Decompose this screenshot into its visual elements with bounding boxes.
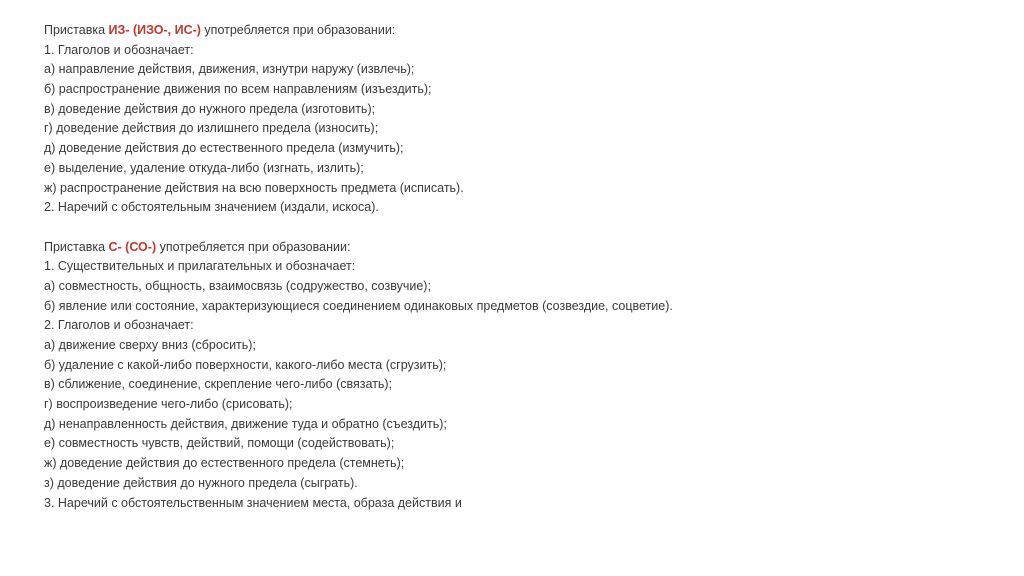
section2-line: ж) доведение действия до естественного предела (стемнеть); [44, 456, 405, 471]
section2-heading [44, 238, 1004, 258]
section2-line: в) сближение, соединение, скрепление чего-либо (связать); [44, 377, 393, 392]
section1-line: 2. Наречий с обстоятельным значением (издали, искоса). [44, 200, 379, 215]
section1-line: а) направление действия, движения, изнутри наружу (извлечь); [44, 62, 415, 77]
section2-line: б) удаление с какой-либо поверхности, какого-либо места (сгрузить); [44, 357, 447, 372]
section2-line: д) ненаправленность действия, движение туда и обратно (съездить); [44, 416, 447, 431]
section1-line: б) распространение движения по всем направлениям (изъездить); [44, 82, 432, 97]
section1-line: г) доведение действия до излишнего предела (износить); [44, 121, 379, 136]
section-spacer [44, 218, 1004, 238]
section2-prefix: С- (СО-) [108, 239, 157, 254]
section1-intro-before: Приставка [44, 23, 109, 37]
section1-heading [44, 21, 1004, 41]
section2-line: е) совместность чувств, действий, помощи (содействовать); [44, 436, 395, 451]
section1-line: е) выделение, удаление откуда-либо (изгнать, излить); [44, 160, 364, 175]
section2-line: 2. Глаголов и обозначает: [44, 318, 194, 333]
section2-line: а) движение сверху вниз (сбросить); [44, 338, 256, 352]
document-body [44, 21, 1004, 513]
section2-line: з) доведение действия до нужного предела (сыграть). [44, 475, 358, 490]
section2-intro-before: Приставка [44, 239, 109, 254]
section2-line: 3. Наречий с обстоятельственным значением места, образа действия и [44, 495, 462, 510]
section1-line: ж) распространение действия на всю поверхность предмета (исписать). [44, 180, 464, 195]
section1-prefix: ИЗ- (ИЗО-, ИС-) [108, 23, 201, 37]
section1-line: д) доведение действия до естественного предела (измучить); [44, 141, 404, 156]
section2-intro-after: употребляется при образовании: [156, 239, 351, 254]
section1-line: 1. Глаголов и обозначает: [44, 42, 194, 57]
section1-line: в) доведение действия до нужного предела (изготовить); [44, 101, 376, 116]
section2-line: а) совместность, общность, взаимосвязь (содружество, созвучие); [44, 278, 431, 293]
section2-line: г) воспроизведение чего-либо (срисовать); [44, 397, 293, 412]
section1-intro-after: употребляется при образовании: [200, 23, 396, 37]
section2-line: 1. Существительных и прилагательных и обозначает: [44, 259, 356, 274]
section2-line: б) явление или состояние, характеризующиеся соединением одинаковых предметов (созвездие, соцветие). [44, 298, 673, 313]
